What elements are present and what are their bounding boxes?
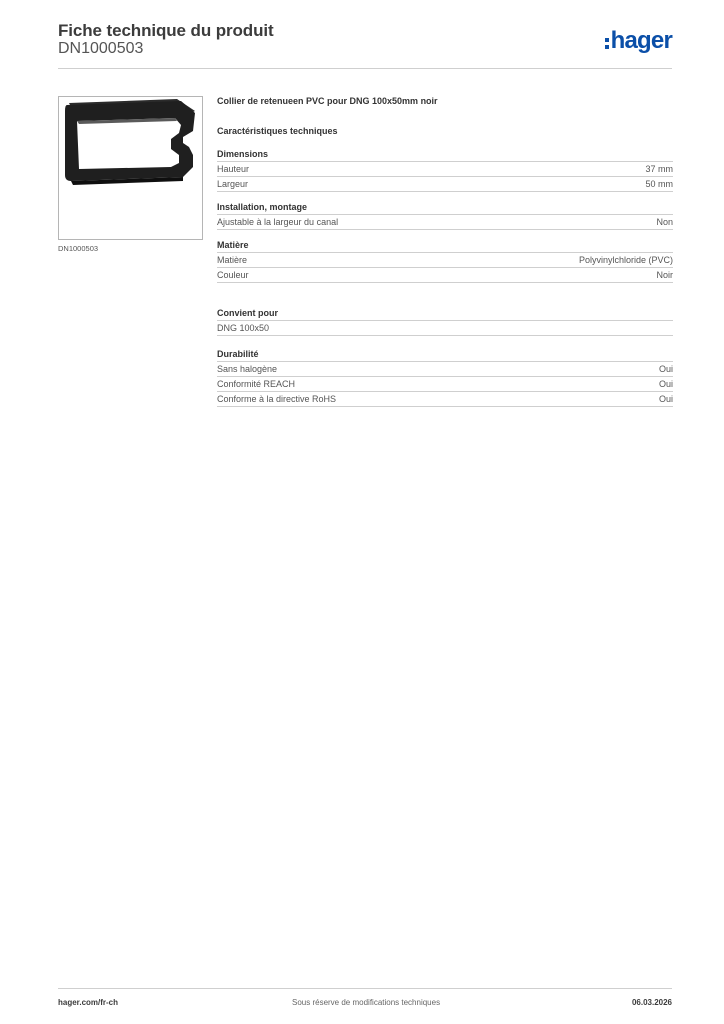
spec-value: 37 mm — [645, 164, 673, 174]
spec-value: Oui — [658, 364, 673, 374]
spec-label: Sans halogène — [217, 364, 278, 374]
group-title: Durabilité — [217, 349, 259, 359]
specs-title: Caractéristiques techniques — [217, 126, 338, 136]
spec-value: 50 mm — [645, 179, 673, 189]
hager-logo — [605, 26, 672, 56]
product-image — [58, 96, 203, 240]
spec-row — [217, 162, 673, 177]
spec-label: DNG 100x50 — [217, 323, 270, 333]
spec-group-dimensions — [217, 148, 673, 192]
spec-value: Oui — [658, 379, 673, 389]
spec-group-material — [217, 239, 673, 283]
footer-date: 06.03.2026 — [631, 998, 672, 1007]
spec-group-installation — [217, 201, 673, 230]
footer-note: Sous réserve de modifications techniques — [292, 998, 441, 1007]
logo-text: hager — [610, 27, 672, 54]
spec-value: Noir — [656, 270, 673, 280]
cable-clamp-icon — [59, 97, 202, 239]
product-name: Collier de retenueen PVC pour DNG 100x50mm noir — [217, 96, 438, 106]
product-code: DN1000503 — [58, 40, 144, 57]
spec-row — [217, 215, 673, 230]
page-footer — [58, 988, 672, 1019]
spec-row — [217, 177, 673, 192]
spec-value: Oui — [658, 394, 673, 404]
product-details — [217, 96, 673, 407]
website-link[interactable]: hager.com/fr-ch — [58, 998, 119, 1007]
group-title: Convient pour — [217, 308, 278, 318]
logo-dots-icon — [605, 38, 609, 49]
spec-label: Matière — [217, 255, 248, 265]
group-title: Dimensions — [217, 149, 269, 159]
spec-label: Largeur — [217, 179, 249, 189]
spec-row — [217, 253, 673, 268]
spec-label: Hauteur — [217, 164, 250, 174]
spec-row — [217, 268, 673, 283]
spec-group-sustainability — [217, 348, 673, 407]
spec-label: Conforme à la directive RoHS — [217, 394, 337, 404]
spec-label: Ajustable à la largeur du canal — [217, 217, 339, 227]
page-header — [58, 20, 672, 69]
group-title: Installation, montage — [217, 202, 308, 212]
group-title: Matière — [217, 240, 249, 250]
spec-value: Non — [656, 217, 673, 227]
spec-row — [217, 362, 673, 377]
document-title: Fiche technique du produit — [58, 21, 274, 40]
image-caption: DN1000503 — [58, 244, 99, 253]
spec-label: Couleur — [217, 270, 249, 280]
spec-row — [217, 392, 673, 407]
spec-label: Conformité REACH — [217, 379, 296, 389]
spec-row — [217, 377, 673, 392]
spec-group-suitable-for — [217, 307, 673, 336]
spec-value: Polyvinylchloride (PVC) — [578, 255, 673, 265]
spec-row — [217, 321, 673, 336]
